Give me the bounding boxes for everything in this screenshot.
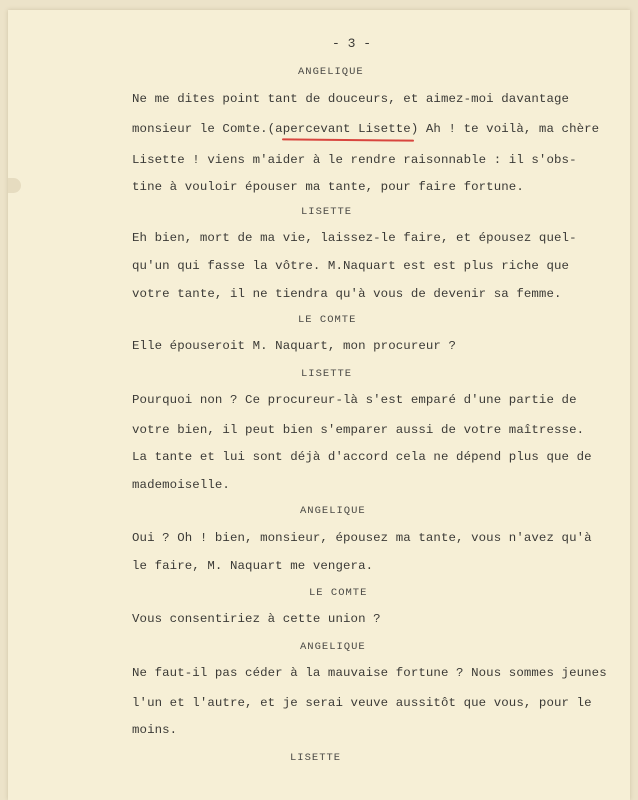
dialogue-line: mademoiselle. xyxy=(132,478,230,492)
dialogue-line: La tante et lui sont déjà d'accord cela ne dépend plus que de xyxy=(132,450,592,464)
dialogue-line: Oui ? Oh ! bien, monsieur, épousez ma tante, vous n'avez qu'à xyxy=(132,531,592,545)
dialogue-line: Ne faut-il pas céder à la mauvaise fortune ? Nous sommes jeunes xyxy=(132,666,607,680)
speaker-heading: LE COMTE xyxy=(309,587,368,599)
dialogue-line: Pourquoi non ? Ce procureur-là s'est emparé d'une partie de xyxy=(132,393,577,407)
speaker-heading: LE COMTE xyxy=(298,314,357,326)
speaker-heading: ANGELIQUE xyxy=(300,641,366,653)
dialogue-line: le faire, M. Naquart me vengera. xyxy=(132,559,374,573)
dialogue-line: qu'un qui fasse la vôtre. M.Naquart est est plus riche que xyxy=(132,259,570,273)
dialogue-line: Ne me dites point tant de douceurs, et aimez-moi davantage xyxy=(132,92,570,106)
speaker-heading: ANGELIQUE xyxy=(300,505,366,517)
speaker-heading: LISETTE xyxy=(301,206,353,218)
dialogue-line: Eh bien, mort de ma vie, laissez-le faire, et épousez quel- xyxy=(132,231,577,245)
dialogue-line: votre tante, il ne tiendra qu'à vous de devenir sa femme. xyxy=(132,287,562,301)
dialogue-line: tine à vouloir épouser ma tante, pour faire fortune. xyxy=(132,180,524,194)
speaker-heading: LISETTE xyxy=(301,368,353,380)
dialogue-line: Vous consentiriez à cette union ? xyxy=(132,612,381,626)
dialogue-line: Elle épouseroit M. Naquart, mon procureur ? xyxy=(132,339,457,353)
dialogue-line: Lisette ! viens m'aider à le rendre raisonnable : il s'obs- xyxy=(132,153,577,167)
dialogue-line: moins. xyxy=(132,723,178,737)
speaker-heading: ANGELIQUE xyxy=(298,66,364,78)
dialogue-line: l'un et l'autre, et je serai veuve aussitôt que vous, pour le xyxy=(132,696,592,710)
speaker-heading: LISETTE xyxy=(290,752,342,764)
dialogue-line: monsieur le Comte.(apercevant Lisette) Ah ! te voilà, ma chère xyxy=(132,122,600,136)
page-number: - 3 - xyxy=(332,36,372,51)
dialogue-line: votre bien, il peut bien s'emparer aussi de votre maîtresse. xyxy=(132,423,585,437)
punch-hole xyxy=(8,178,21,193)
